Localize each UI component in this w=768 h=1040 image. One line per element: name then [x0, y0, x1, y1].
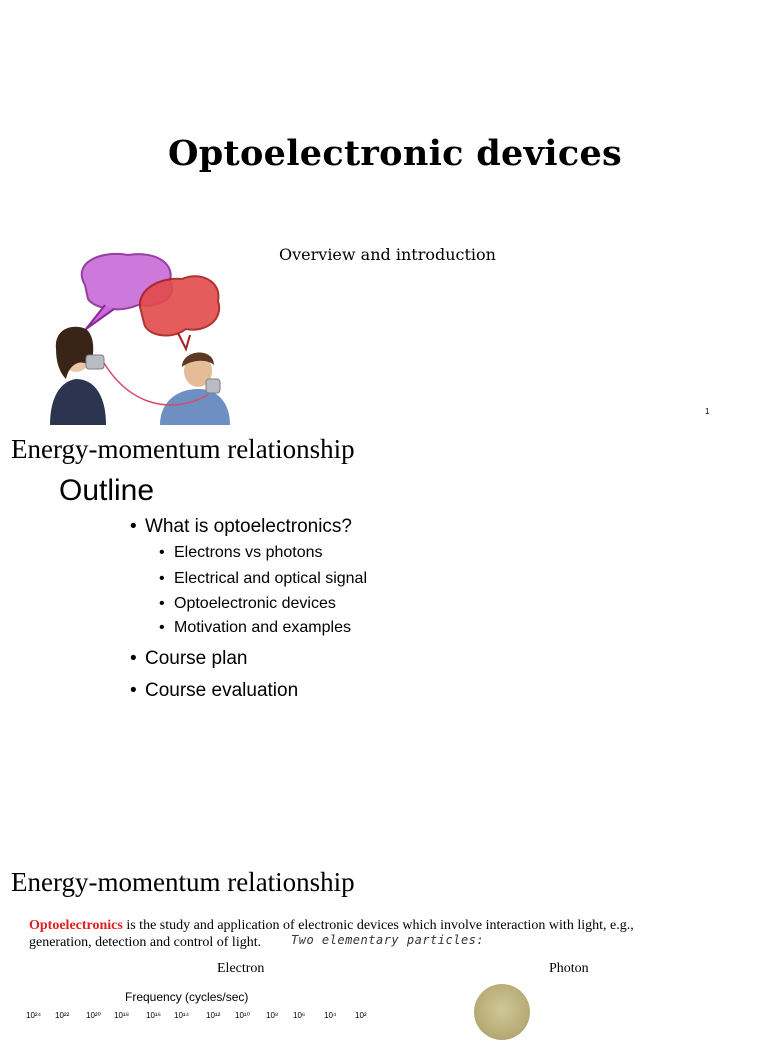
- frequency-axis-title: Frequency (cycles/sec): [125, 990, 249, 1004]
- frequency-tick: 10⁴: [324, 1011, 337, 1020]
- intro-text: is the study and application of electronic devices which involve interaction with light, e.g., generation, detection and control of light.: [29, 918, 634, 950]
- electron-label: Electron: [217, 961, 265, 976]
- section-heading: Energy-momentum relationship: [11, 867, 355, 897]
- slide-subtitle: Overview and introduction: [279, 245, 496, 264]
- outline-subitem: • Electrical and optical signal: [174, 570, 367, 588]
- frequency-tick: 10¹⁶: [146, 1011, 161, 1020]
- outline-subitem: • Optoelectronic devices: [174, 595, 336, 613]
- section-heading: Energy-momentum relationship: [11, 434, 355, 464]
- outline-item: • What is optoelectronics?: [145, 516, 352, 538]
- intro-highlight: Optoelectronics: [29, 918, 123, 933]
- photon-illustration: [474, 984, 530, 1040]
- frequency-tick: 10¹⁸: [114, 1011, 129, 1020]
- page-number: 1: [705, 407, 710, 416]
- frequency-tick: 10²: [355, 1011, 367, 1020]
- tin-can-phone-illustration: [10, 245, 268, 425]
- frequency-tick: 10²⁴: [26, 1011, 41, 1020]
- outline-subitem: • Motivation and examples: [174, 619, 351, 637]
- outline-item: • Course evaluation: [145, 680, 298, 702]
- outline-subitem: • Electrons vs photons: [174, 544, 323, 562]
- frequency-tick: 10²²: [55, 1011, 70, 1020]
- frequency-tick: 10¹⁰: [235, 1011, 250, 1020]
- frequency-tick: 10⁶: [293, 1011, 306, 1020]
- outline-item: • Course plan: [145, 648, 247, 670]
- frequency-tick: 10⁸: [266, 1011, 279, 1020]
- frequency-tick: 10²⁰: [86, 1011, 101, 1020]
- handwritten-note: Two elementary particles:: [291, 933, 485, 947]
- slide-title: Optoelectronic devices: [167, 133, 623, 174]
- photon-label: Photon: [549, 961, 589, 976]
- outline-heading: Outline: [59, 474, 155, 507]
- frequency-tick: 10¹²: [206, 1011, 221, 1020]
- frequency-tick: 10¹⁴: [174, 1011, 189, 1020]
